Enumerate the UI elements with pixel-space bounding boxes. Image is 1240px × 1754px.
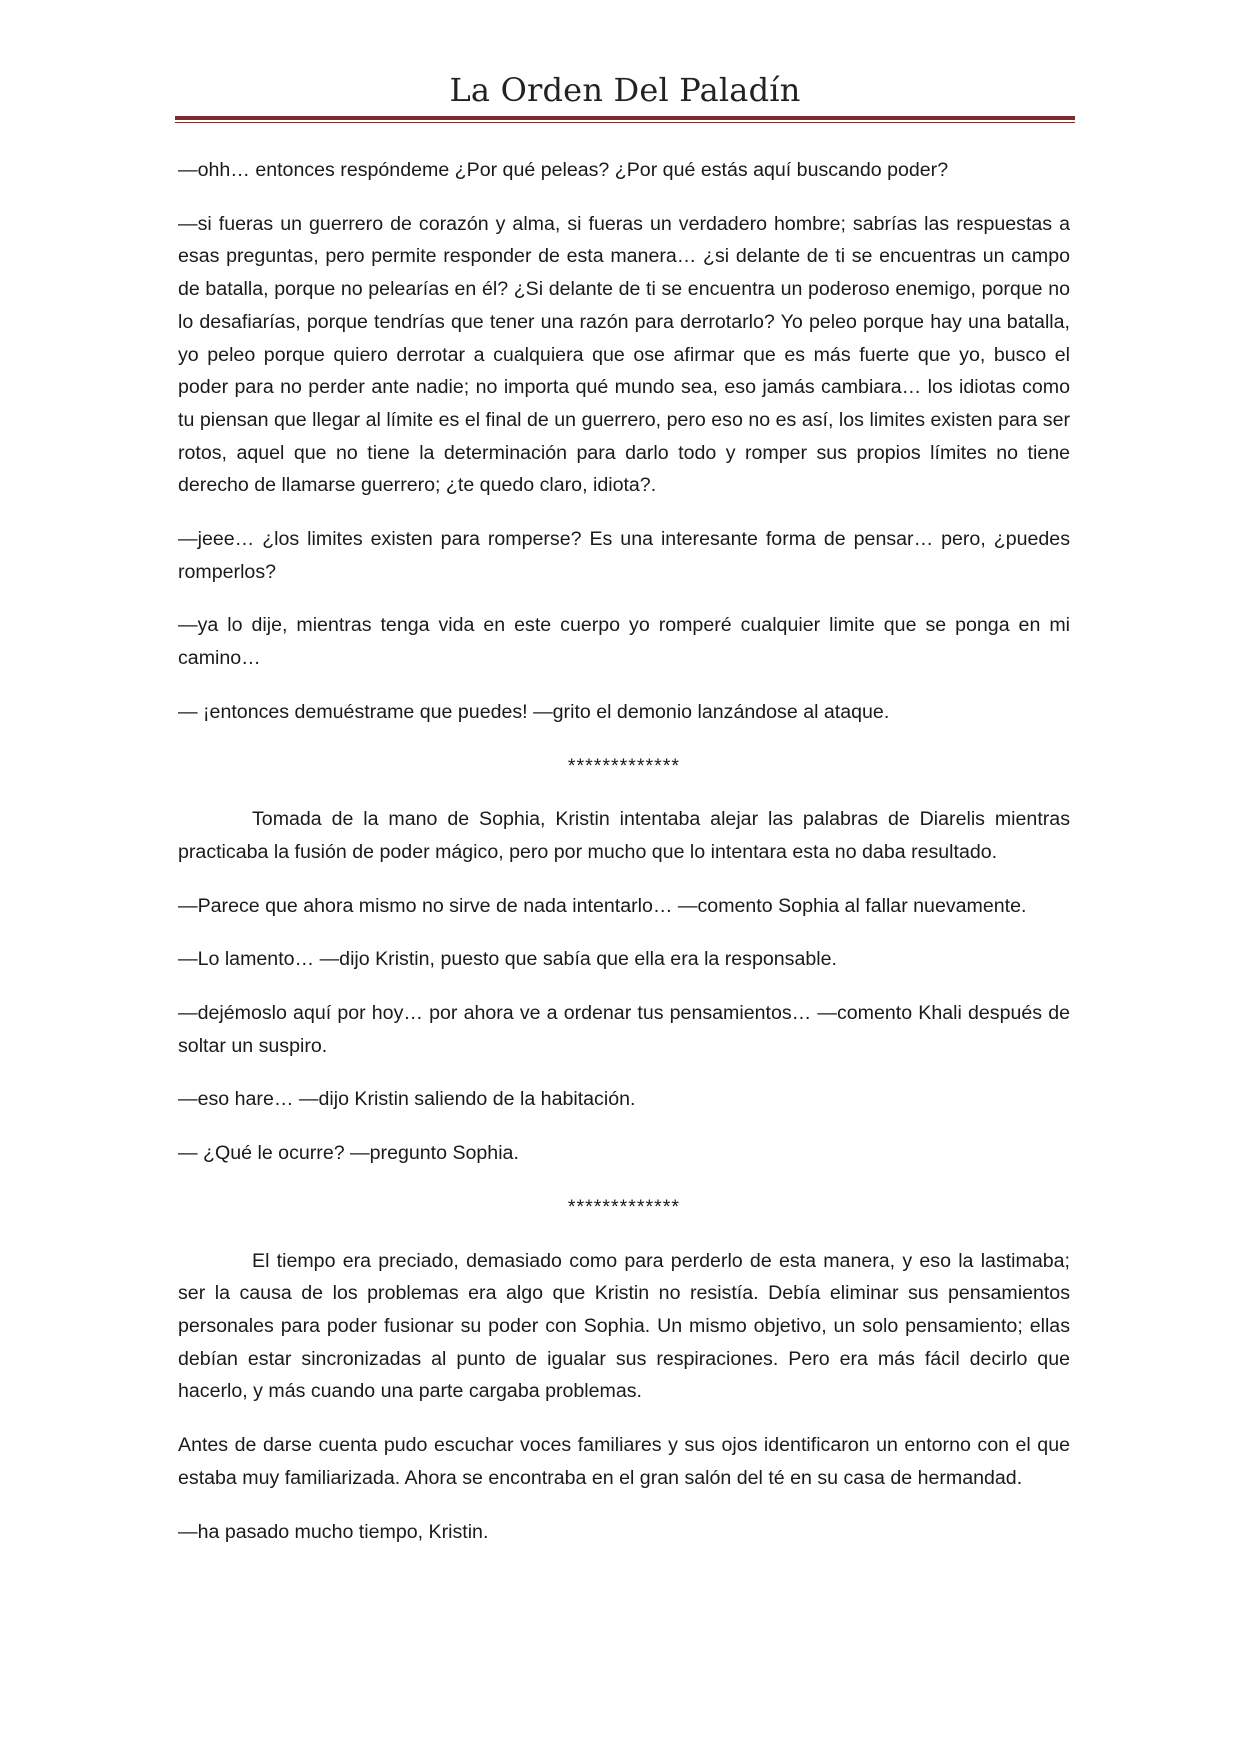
paragraph: El tiempo era preciado, demasiado como para perderlo de esta manera, y eso la lastimaba; ser la causa de los problemas era algo que Kristin no resistía. Debía eliminar sus pensamientos personales para poder fusionar su poder con Sophia. Un mismo objetivo, un solo pensamiento; ellas debían estar sincronizadas al punto de igualar sus respiraciones. Pero era más fácil decirlo que hacerlo, y más cuando una parte cargaba problemas. [178,1249,1070,1403]
paragraph: Antes de darse cuenta pudo escuchar voces familiares y sus ojos identificaron un entorno con el que estaba muy familiarizada. Ahora se encontraba en el gran salón del té en su casa de hermandad. [178,1434,1070,1489]
header-title: La Orden Del Paladín [449,71,801,109]
paragraph: —si fueras un guerrero de corazón y alma, si fueras un verdadero hombre; sabrías las respuestas a esas preguntas, pero permite responder de esta manera… ¿si delante de ti se encuentras un campo de batalla, porque no pelearías en él? ¿Si delante de ti se encuentra un poderoso enemigo, porque no lo desafiarías, porque tendrías que tener una razón para derrotarlo? Yo peleo porque hay una batalla, yo peleo porque quiero derrotar a cualquiera que ose afirmar que es más fuerte que yo, busco el poder para no perder ante nadie; no importa qué mundo sea, eso jamás cambiara… los idiotas como tu piensan que llegar al límite es el final de un guerrero, pero eso no es así, los limites existen para ser rotos, aquel que no tiene la determinación para darlo todo y romper sus propios límites no tiene derecho de llamarse guerrero; ¿te quedo claro, idiota?. [178,212,1070,497]
paragraph: —Lo lamento… —dijo Kristin, puesto que sabía que ella era la responsable. [178,948,837,971]
paragraph: —jeee… ¿los limites existen para romperse? Es una interesante forma de pensar… pero, ¿puedes romperlos? [178,528,1070,583]
paragraph: —ya lo dije, mientras tenga vida en este cuerpo yo romperé cualquier limite que se ponga en mi camino… [178,614,1070,670]
paragraph: —ha pasado mucho tiempo, Kristin. [178,1520,489,1543]
header-rule-thin [175,122,1075,123]
paragraph: —ohh… entonces respóndeme ¿Por qué peleas? ¿Por qué estás aquí buscando poder? [178,159,949,181]
paragraph: —eso hare… —dijo Kristin saliendo de la habitación. [178,1088,636,1111]
paragraph: —Parece que ahora mismo no sirve de nada intentarlo… —comento Sophia al fallar nuevamente. [178,894,1027,917]
page-header [175,70,1075,110]
scene-separator: ************* [567,1195,681,1218]
paragraph: Tomada de la mano de Sophia, Kristin intentaba alejar las palabras de Diarelis mientras practicaba la fusión de poder mágico, pero por mucho que lo intentara esta no daba resultado. [178,808,1070,863]
header-rule [175,116,1075,124]
paragraph: — ¡entonces demuéstrame que puedes! —grito el demonio lanzándose al ataque. [178,700,890,723]
body-text [178,154,1070,1569]
scene-separator: ************* [567,754,681,777]
paragraph: — ¿Qué le ocurre? —pregunto Sophia. [178,1142,519,1165]
header-rule-thick [175,116,1075,120]
paragraph: —dejémoslo aquí por hoy… por ahora ve a ordenar tus pensamientos… —comento Khali después de soltar un suspiro. [178,1002,1070,1057]
